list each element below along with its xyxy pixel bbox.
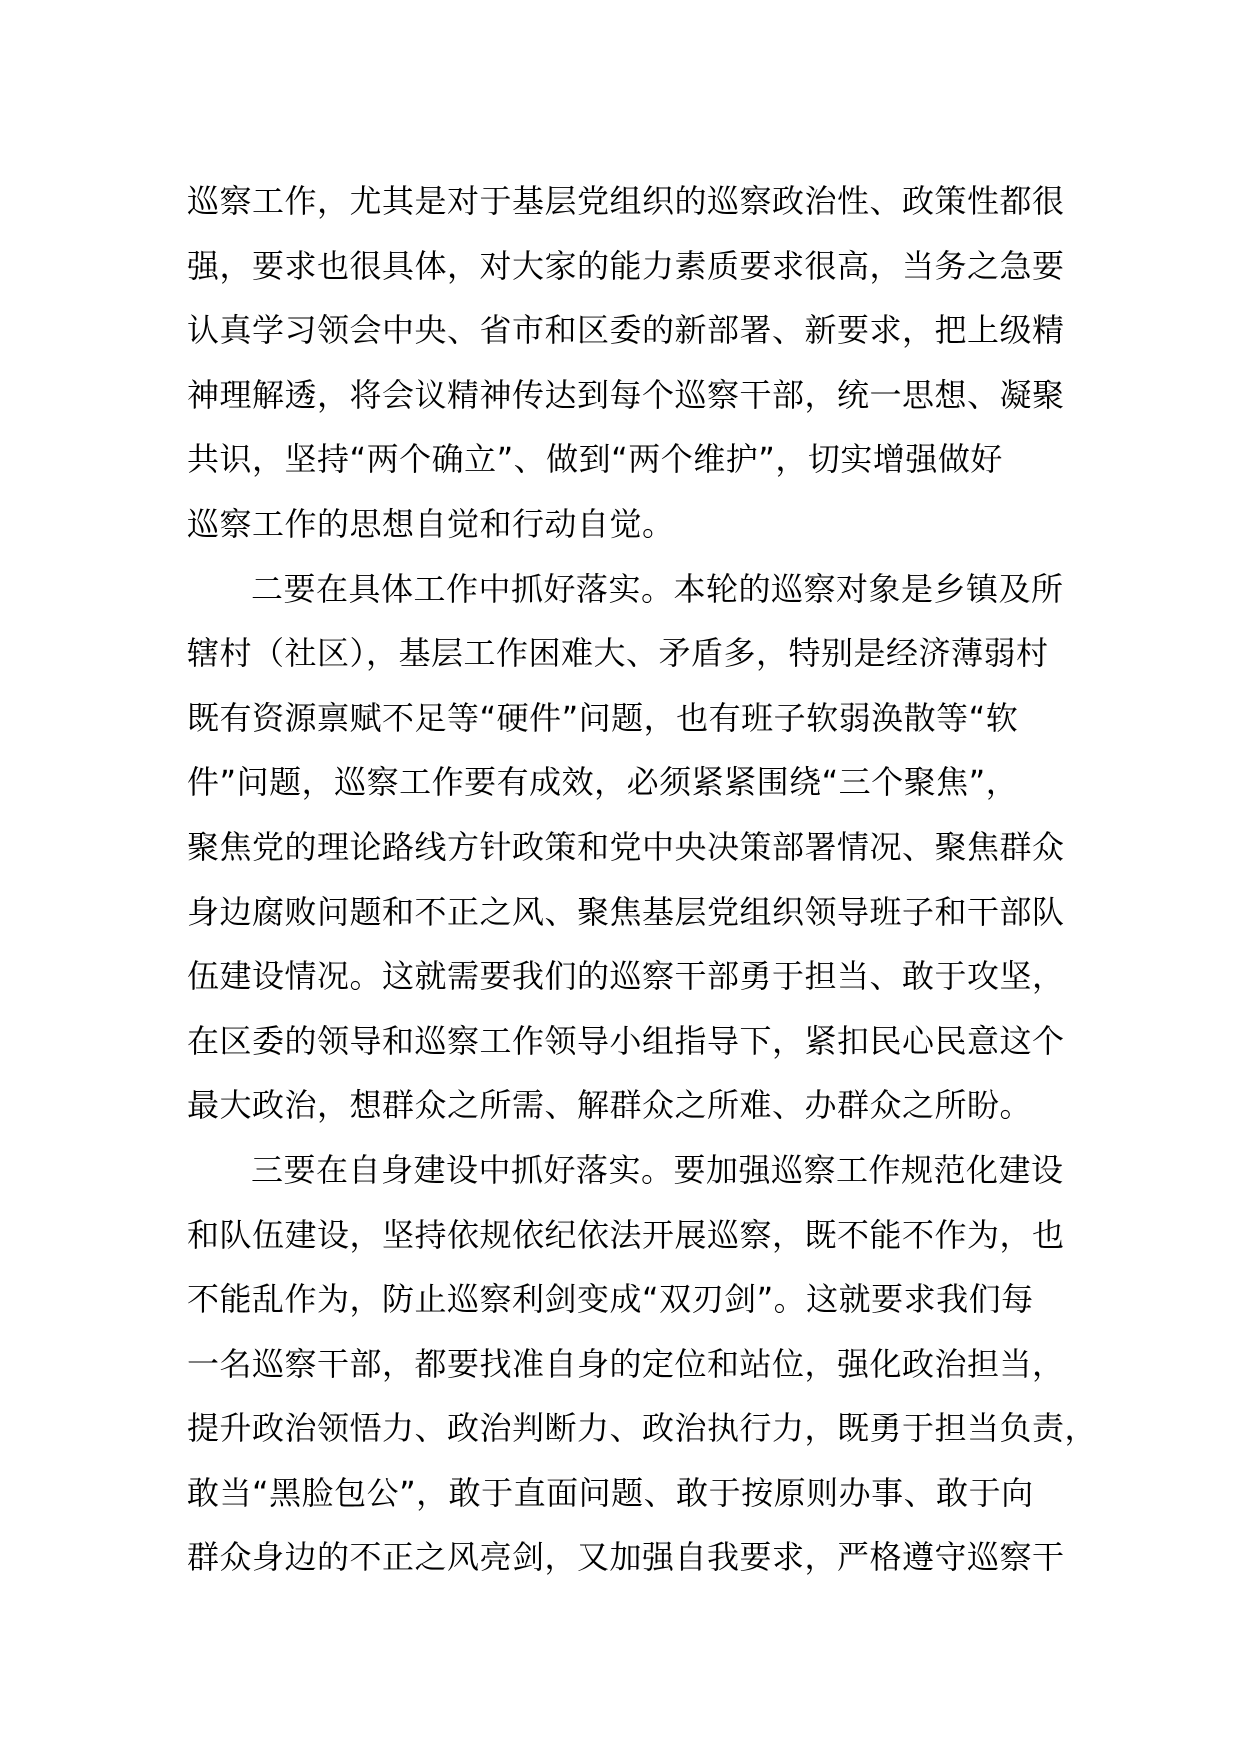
text-line: 巡察工作的思想自觉和行动自觉。 bbox=[187, 504, 675, 543]
text-line: 群众身边的不正之风亮剑，又加强自我要求，严格遵守巡察干 bbox=[187, 1538, 1065, 1577]
text-line: 提升政治领悟力、政治判断力、政治执行力，既勇于担当负责， bbox=[187, 1409, 1098, 1448]
text-line: 件”问题，巡察工作要有成效，必须紧紧围绕“三个聚焦”， bbox=[187, 763, 1019, 802]
text-line: 强，要求也很具体，对大家的能力素质要求很高，当务之急要 bbox=[187, 246, 1065, 285]
text-line: 伍建设情况。这就需要我们的巡察干部勇于担当、敢于攻坚， bbox=[187, 957, 1065, 996]
text-line: 共识，坚持“两个确立”、做到“两个维护”，切实增强做好 bbox=[187, 440, 1003, 479]
text-line: 巡察工作，尤其是对于基层党组织的巡察政治性、政策性都很 bbox=[187, 182, 1065, 220]
text-line: 认真学习领会中央、省市和区委的新部署、新要求，把上级精 bbox=[187, 311, 1065, 350]
text-line: 既有资源禀赋不足等“硬件”问题，也有班子软弱涣散等“软 bbox=[187, 698, 1019, 737]
document-body bbox=[187, 169, 1098, 1590]
text-line: 不能乱作为，防止巡察利剑变成“双刃剑”。这就要求我们每 bbox=[187, 1280, 1034, 1319]
text-line: 在区委的领导和巡察工作领导小组指导下，紧扣民心民意这个 bbox=[187, 1021, 1065, 1060]
text-line: 一名巡察干部，都要找准自身的定位和站位，强化政治担当， bbox=[187, 1344, 1065, 1383]
text-line: 和队伍建设，坚持依规依纪依法开展巡察，既不能不作为，也 bbox=[187, 1215, 1065, 1254]
paragraph-start-line: 二要在具体工作中抓好落实。本轮的巡察对象是乡镇及所 bbox=[251, 569, 1064, 608]
text-line: 身边腐败问题和不正之风、聚焦基层党组织领导班子和干部队 bbox=[187, 892, 1065, 931]
text-line: 聚焦党的理论路线方针政策和党中央决策部署情况、聚焦群众 bbox=[187, 827, 1065, 866]
text-line: 神理解透，将会议精神传达到每个巡察干部，统一思想、凝聚 bbox=[187, 375, 1065, 414]
text-line: 最大政治，想群众之所需、解群众之所难、办群众之所盼。 bbox=[187, 1086, 1033, 1125]
paragraph-start-line: 三要在自身建设中抓好落实。要加强巡察工作规范化建设 bbox=[251, 1150, 1064, 1189]
text-line: 辖村（社区），基层工作困难大、矛盾多，特别是经济薄弱村 bbox=[187, 634, 1049, 673]
text-line: 敢当“黑脸包公”，敢于直面问题、敢于按原则办事、敢于向 bbox=[187, 1473, 1034, 1512]
